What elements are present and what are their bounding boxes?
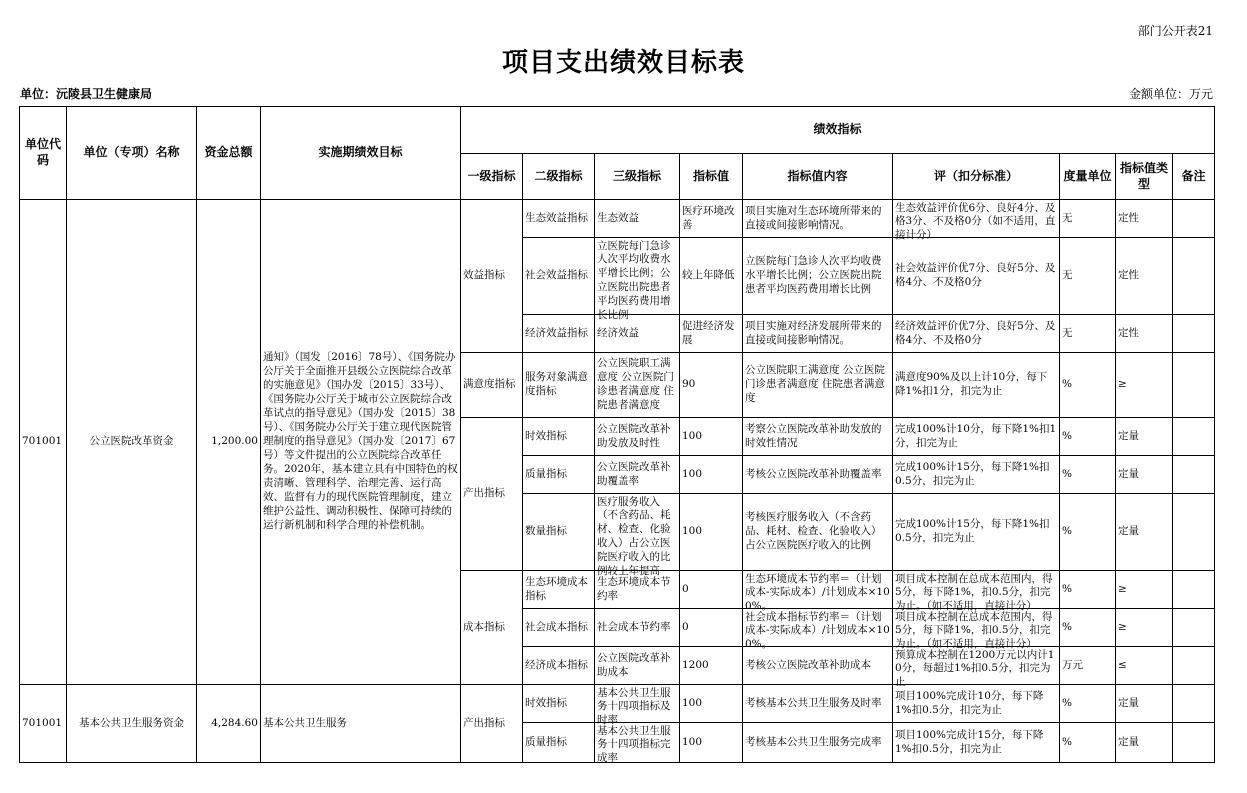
indicator-remark — [1173, 723, 1215, 763]
header-total: 资金总额 — [197, 107, 261, 200]
project-goal: 基本公共卫生服务 — [261, 685, 461, 763]
page-title: 项目支出绩效目标表 — [501, 48, 745, 78]
indicator-value: 医疗环境改善 — [680, 200, 743, 238]
indicator-type: ≥ — [1116, 609, 1173, 647]
indicator-remark — [1173, 238, 1215, 315]
indicator-level3: 公立医院改革补助覆盖率 — [595, 456, 680, 494]
indicator-type: 定量 — [1116, 685, 1173, 723]
indicator-level1: 满意度指标 — [461, 353, 523, 418]
indicator-level2: 时效指标 — [523, 685, 595, 723]
indicator-remark — [1173, 647, 1215, 685]
indicator-content: 考核公立医院改革补助成本 — [743, 647, 893, 685]
indicator-value: 0 — [680, 609, 743, 647]
header-level1: 一级指标 — [461, 154, 523, 200]
indicator-level2: 经济效益指标 — [523, 315, 595, 353]
indicator-level2: 质量指标 — [523, 456, 595, 494]
indicator-type: ≤ — [1116, 647, 1173, 685]
header-measure-unit: 度量单位 — [1060, 154, 1116, 200]
indicator-unit: 无 — [1060, 238, 1116, 315]
indicator-unit: % — [1060, 418, 1116, 456]
indicator-unit: 万元 — [1060, 647, 1116, 685]
indicator-unit: % — [1060, 456, 1116, 494]
header-score: 评（扣分标准） — [893, 154, 1060, 200]
indicator-level3: 医疗服务收入（不含药品、耗材、检查、化验收入）占公立医院医疗收入的比例较上年提高 — [595, 494, 680, 571]
header-content: 指标值内容 — [743, 154, 893, 200]
amount-unit: 金额单位：万元 — [1128, 87, 1213, 101]
indicator-level3: 基本公共卫生服务十四项指标及时率 — [595, 685, 680, 723]
indicator-content: 公立医院职工满意度 公立医院门诊患者满意度 住院患者满意度 — [743, 353, 893, 418]
indicator-value: 100 — [680, 494, 743, 571]
indicator-level3: 基本公共卫生服务十四项指标完成率 — [595, 723, 680, 763]
performance-table — [19, 106, 1215, 763]
project-code: 701001 — [20, 200, 67, 685]
indicator-score: 项目100%完成计10分，每下降1%扣0.5分，扣完为止 — [893, 685, 1060, 723]
indicator-value: 100 — [680, 456, 743, 494]
indicator-type: 定量 — [1116, 723, 1173, 763]
indicator-remark — [1173, 609, 1215, 647]
indicator-type: ≥ — [1116, 353, 1173, 418]
indicator-content: 社会成本指标节约率＝（计划成本-实际成本）/计划成本×100%。 — [743, 609, 893, 647]
project-total: 1,200.00 — [197, 200, 261, 685]
indicator-content: 立医院每门急诊人次平均收费水平增长比例；公立医院出院患者平均医药费用增长比例 — [743, 238, 893, 315]
indicator-remark — [1173, 200, 1215, 238]
indicator-level1: 成本指标 — [461, 571, 523, 685]
indicator-score: 项目成本控制在总成本范围内，得5分，每下降1%，扣0.5分，扣完为止。（如不适用，直接计分） — [893, 571, 1060, 609]
indicator-value: 0 — [680, 571, 743, 609]
indicator-score: 社会效益评价优7分、良好5分、及格4分、不及格0分 — [893, 238, 1060, 315]
project-name: 公立医院改革资金 — [67, 200, 197, 685]
indicator-level3: 生态环境成本节约率 — [595, 571, 680, 609]
indicator-level3: 公立医院改革补助发放及时性 — [595, 418, 680, 456]
form-number: 部门公开表21 — [1137, 24, 1213, 38]
indicator-level2: 生态效益指标 — [523, 200, 595, 238]
indicator-value: 100 — [680, 418, 743, 456]
indicator-score: 项目100%完成计15分，每下降1%扣0.5分，扣完为止 — [893, 723, 1060, 763]
indicator-level1: 产出指标 — [461, 685, 523, 763]
indicator-level2: 质量指标 — [523, 723, 595, 763]
indicator-score: 项目成本控制在总成本范围内，得5分，每下降1%，扣0.5分，扣完为止。（如不适用，直接计分） — [893, 609, 1060, 647]
indicator-content: 生态环境成本节约率＝（计划成本-实际成本）/计划成本×100%。 — [743, 571, 893, 609]
indicator-content: 考察公立医院改革补助发放的时效性情况 — [743, 418, 893, 456]
indicator-content: 项目实施对生态环境所带来的直接或间接影响情况。 — [743, 200, 893, 238]
indicator-level3: 社会成本节约率 — [595, 609, 680, 647]
indicator-score: 完成100%计10分，每下降1%扣1分，扣完为止 — [893, 418, 1060, 456]
indicator-unit: % — [1060, 609, 1116, 647]
indicator-level3: 经济效益 — [595, 315, 680, 353]
header-remark: 备注 — [1173, 154, 1215, 200]
indicator-remark — [1173, 571, 1215, 609]
header-level2: 二级指标 — [523, 154, 595, 200]
header-indicators: 绩效指标 — [461, 107, 1215, 154]
indicator-unit: % — [1060, 571, 1116, 609]
indicator-unit: % — [1060, 494, 1116, 571]
indicator-level3: 生态效益 — [595, 200, 680, 238]
indicator-level3: 公立医院改革补助成本 — [595, 647, 680, 685]
table-row — [20, 685, 1215, 723]
indicator-value: 1200 — [680, 647, 743, 685]
indicator-unit: 无 — [1060, 315, 1116, 353]
indicator-score: 完成100%计15分，每下降1%扣0.5分，扣完为止 — [893, 456, 1060, 494]
indicator-type: ≥ — [1116, 571, 1173, 609]
indicator-type: 定性 — [1116, 315, 1173, 353]
indicator-content: 考核基本公共卫生服务及时率 — [743, 685, 893, 723]
indicator-level3: 立医院每门急诊人次平均收费水平增长比例；公立医院出院患者平均医药费用增长比例 — [595, 238, 680, 315]
indicator-level2: 生态环境成本指标 — [523, 571, 595, 609]
indicator-content: 考核基本公共卫生服务完成率 — [743, 723, 893, 763]
indicator-content: 项目实施对经济发展所带来的直接或间接影响情况。 — [743, 315, 893, 353]
indicator-type: 定量 — [1116, 494, 1173, 571]
project-total: 4,284.60 — [197, 685, 261, 763]
indicator-unit: % — [1060, 353, 1116, 418]
indicator-type: 定量 — [1116, 418, 1173, 456]
indicator-unit: 无 — [1060, 200, 1116, 238]
indicator-level2: 数量指标 — [523, 494, 595, 571]
indicator-level2: 社会效益指标 — [523, 238, 595, 315]
indicator-unit: % — [1060, 685, 1116, 723]
indicator-remark — [1173, 456, 1215, 494]
indicator-value: 促进经济发展 — [680, 315, 743, 353]
indicator-level2: 社会成本指标 — [523, 609, 595, 647]
indicator-score: 预算成本控制在1200万元以内计10分，每超过1%扣0.5分，扣完为止 — [893, 647, 1060, 685]
indicator-remark — [1173, 685, 1215, 723]
header-code: 单位代码 — [20, 107, 67, 200]
indicator-type: 定量 — [1116, 456, 1173, 494]
indicator-level3: 公立医院职工满意度 公立医院门诊患者满意度 住院患者满意度 — [595, 353, 680, 418]
indicator-unit: % — [1060, 723, 1116, 763]
project-goal: 通知》（国发〔2016〕78号）、《国务院办公厅关于全面推开县级公立医院综合改革的实施意见》（国办发〔2015〕33号）、《国务院办公厅关于城市公立医院综合改革试点的指导意见》（国办发〔2015〕38号）、《国务院办公厅关于建立现代医院管理制度的指导意见》（国办发〔2017〕67号）等文件提出的公立医院综合改革任务。2020年，基本建立具有中国特色的权责清晰、管理科学、治理完善、运行高效、监督有力的现代医院管理制度，建立维护公益性、调动积极性、保障可持续的运行新机制和科学合理的补偿机制。 — [261, 200, 461, 685]
indicator-level1: 产出指标 — [461, 418, 523, 571]
indicator-level1: 效益指标 — [461, 200, 523, 353]
indicator-score: 生态效益评价优6分、良好4分、及格3分、不及格0分（如不适用，直接计分） — [893, 200, 1060, 238]
header-name: 单位（专项）名称 — [67, 107, 197, 200]
indicator-content: 考核公立医院改革补助覆盖率 — [743, 456, 893, 494]
indicator-value: 90 — [680, 353, 743, 418]
table-row — [20, 200, 1215, 238]
indicator-remark — [1173, 494, 1215, 571]
indicator-level2: 时效指标 — [523, 418, 595, 456]
indicator-level2: 服务对象满意度指标 — [523, 353, 595, 418]
header-value: 指标值 — [680, 154, 743, 200]
indicator-remark — [1173, 353, 1215, 418]
header-value-type: 指标值类型 — [1116, 154, 1173, 200]
reporting-unit: 单位：沅陵县卫生健康局 — [20, 87, 153, 101]
indicator-score: 完成100%计15分，每下降1%扣0.5分，扣完为止 — [893, 494, 1060, 571]
indicator-remark — [1173, 315, 1215, 353]
indicator-value: 较上年降低 — [680, 238, 743, 315]
indicator-score: 经济效益评价优7分、良好5分、及格4分、不及格0分 — [893, 315, 1060, 353]
indicator-value: 100 — [680, 723, 743, 763]
indicator-remark — [1173, 418, 1215, 456]
header-goal: 实施期绩效目标 — [261, 107, 461, 200]
indicator-type: 定性 — [1116, 238, 1173, 315]
header-level3: 三级指标 — [595, 154, 680, 200]
project-name: 基本公共卫生服务资金 — [67, 685, 197, 763]
indicator-score: 满意度90%及以上计10分，每下降1%扣1分，扣完为止 — [893, 353, 1060, 418]
indicator-value: 100 — [680, 685, 743, 723]
project-code: 701001 — [20, 685, 67, 763]
indicator-type: 定性 — [1116, 200, 1173, 238]
indicator-content: 考核医疗服务收入（不含药品、耗材、检查、化验收入）占公立医院医疗收入的比例 — [743, 494, 893, 571]
indicator-level2: 经济成本指标 — [523, 647, 595, 685]
